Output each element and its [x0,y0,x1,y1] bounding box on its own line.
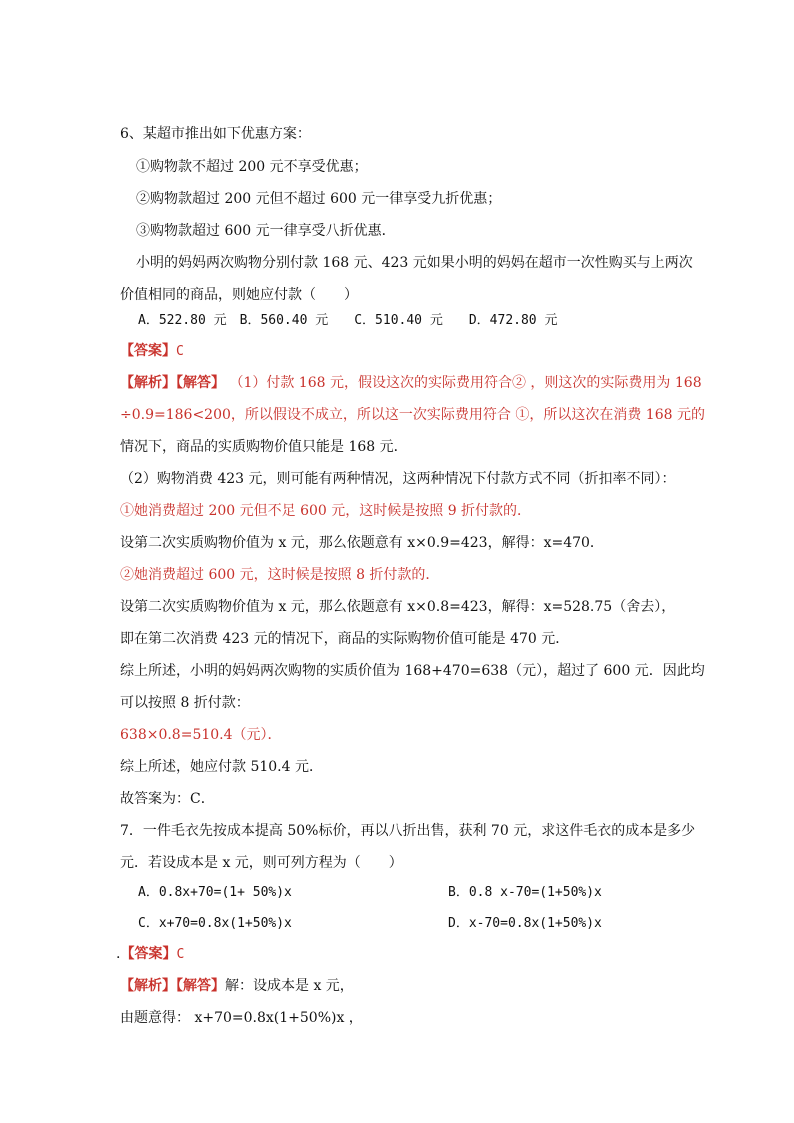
q6-analysis-line-12: 638×0.8=510.4（元）． [120,727,282,743]
answer-prefix: . [116,946,121,962]
q6-analysis-line-7: ②她消费超过 600 元，这时候是按照 8 折付款的． [120,567,440,583]
analysis-text: （1）付款 168 元，假设这次的实际费用符合② ，则这次的实际费用为 168 [229,375,702,391]
q7-stem-line-1: 7．一件毛衣先按成本提高 50%标价，再以八折出售，获利 70 元，求这件毛衣的成本是多少 [120,823,696,839]
q6-analysis-line-2: ÷0.9=186<200，所以假设不成立，所以这一次实际费用符合 ①，所以这次在消费 168 元的 [120,407,705,423]
q6-analysis-line-3: 情况下，商品的实质购物价值只能是 168 元． [120,439,408,455]
q7-analysis-line-1 [120,976,354,996]
q6-analysis-line-5: ①她消费超过 200 元但不足 600 元，这时候是按照 9 折付款的． [120,503,532,519]
q6-stem: 6、某超市推出如下优惠方案： [120,126,311,142]
q6-answer [120,341,184,362]
analysis-tag: 【解析】【解答】 [120,375,225,391]
q6-analysis-line-6: 设第二次实质购物价值为 x 元，那么依题意有 x×0.9=423，解得：x=470． [120,535,604,551]
q7-stem-line-2: 元．若设成本是 x 元，则可列方程为（ ） [120,855,403,871]
analysis-text: 解：设成本是 x 元， [225,978,354,994]
q6-analysis-line-14: 故答案为：C． [120,791,215,807]
q6-analysis-line-8: 设第二次实质购物价值为 x 元，那么依题意有 x×0.8=423，解得：x=528.75（舍去）， [120,599,676,615]
q7-option-b: B．0.8 x-70=(1+50%)x [448,885,602,900]
q6-analysis-line-13: 综上所述，她应付款 510.4 元． [120,759,323,775]
q6-analysis-line-11: 可以按照 8 折付款： [120,695,250,711]
answer-value: C [176,344,184,359]
q6-body-line-1: 小明的妈妈两次购物分别付款 168 元、423 元如果小明的妈妈在超市一次性购买与上两次 [136,255,693,271]
answer-tag: 【答案】 [120,946,177,962]
q7-answer [116,944,184,965]
q7-option-d: D．x-70=0.8x(1+50%)x [448,916,602,931]
q6-analysis-line-1 [120,373,702,393]
q6-analysis-line-4: （2）购物消费 423 元，则可能有两种情况，这两种情况下付款方式不同（折扣率不同）： [120,471,676,487]
q7-analysis-line-2: 由题意得： x+70=0.8x(1+50%)x ， [120,1010,363,1026]
q7-option-a: A．0.8x+70=(1+ 50%)x [138,885,292,900]
q6-analysis-line-10: 综上所述，小明的妈妈两次购物的实质价值为 168+470=638（元），超过了 600 元．因此均 [120,663,705,679]
q6-rule-1: ①购物款不超过 200 元不享受优惠； [136,159,368,175]
q7-option-c: C．x+70=0.8x(1+50%)x [138,916,292,931]
q6-analysis-line-9: 即在第二次消费 423 元的情况下，商品的实际购物价值可能是 470 元． [120,631,570,647]
q6-rule-3: ③购物款超过 600 元一律享受八折优惠． [136,223,396,239]
answer-value: C [176,947,185,962]
q6-rule-2: ②购物款超过 200 元但不超过 600 元一律享受九折优惠； [136,191,502,207]
analysis-tag: 【解析】【解答】 [120,978,225,994]
answer-tag: 【答案】 [120,343,176,359]
q6-options: A．522.80 元 B．560.40 元 C．510.40 元 D．472.80 元 [138,313,558,328]
q6-body-line-2: 价值相同的商品，则她应付款（ ） [120,287,358,303]
